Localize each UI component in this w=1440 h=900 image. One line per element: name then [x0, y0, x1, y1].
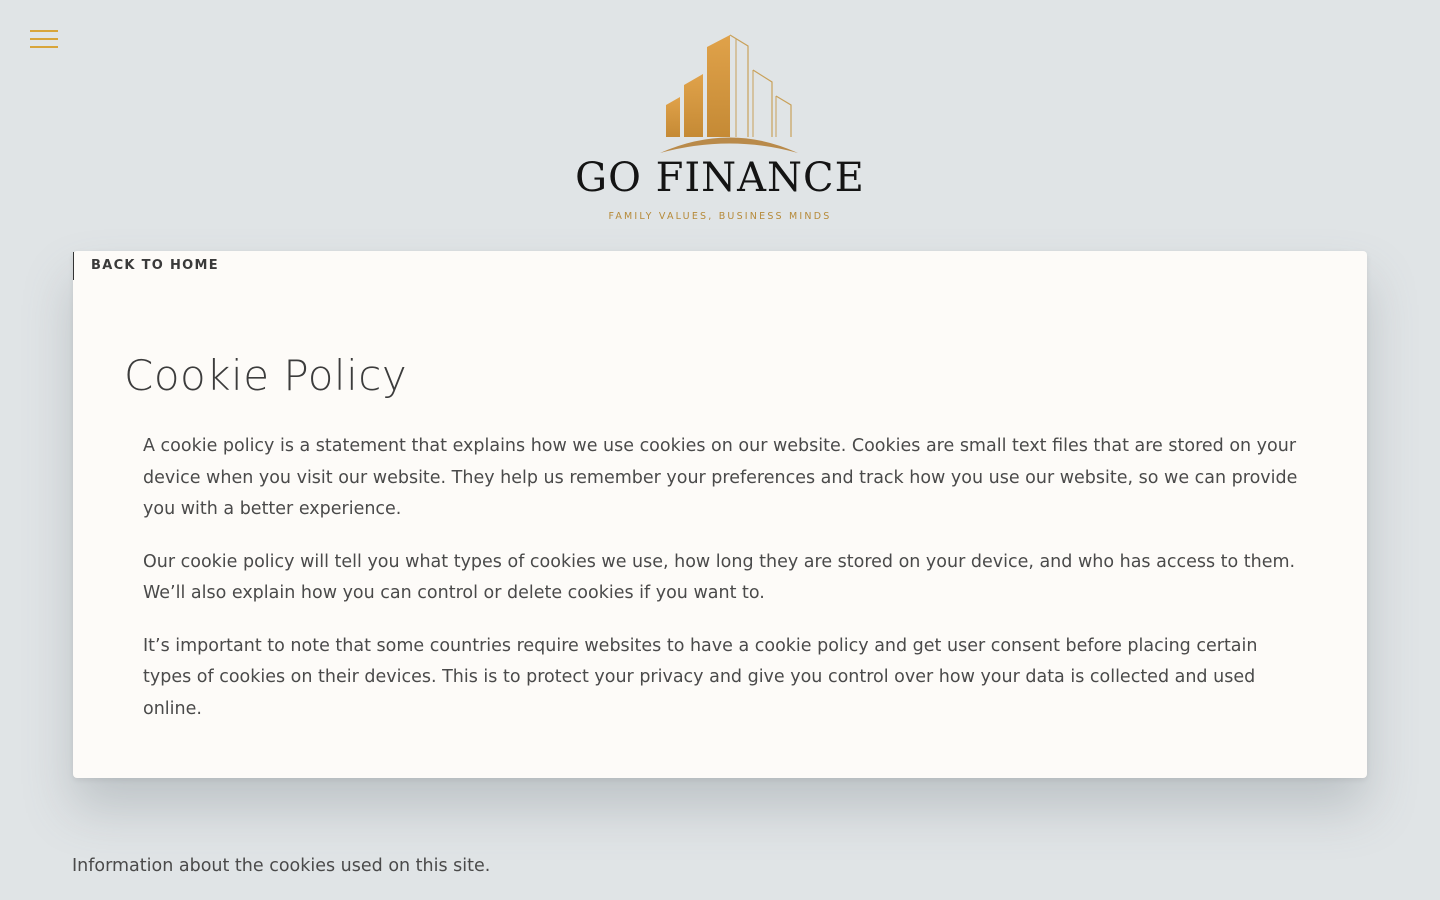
- menu-line: [30, 30, 58, 32]
- brand-logo[interactable]: [560, 30, 880, 230]
- policy-paragraph: Our cookie policy will tell you what types of cookies we use, how long they are stored on your device, and who has access to them. We’ll also explain how you can control or delete cookies if you want to.: [143, 551, 1296, 603]
- buildings-logo-icon: [560, 30, 880, 160]
- policy-paragraph: A cookie policy is a statement that explains how we use cookies on our website. Cookies are small text files that are stored on your device when you visit our website. They help us remember your preferences and track how you use our website, so we can provide you with a better experience.: [143, 436, 1298, 519]
- brand-name: GO FINANCE: [575, 155, 865, 201]
- footer-note: Information about the cookies used on this site.: [72, 856, 491, 876]
- hamburger-menu-icon[interactable]: [30, 28, 60, 50]
- content-card: [73, 251, 1367, 778]
- back-to-home-link[interactable]: BACK TO HOME: [73, 252, 219, 280]
- brand-tagline: FAMILY VALUES, BUSINESS MINDS: [608, 211, 832, 222]
- menu-line: [30, 38, 58, 40]
- page-title: Cookie Policy: [124, 351, 408, 400]
- policy-paragraph: It’s important to note that some countries require websites to have a cookie policy and get user consent before placing certain types of cookies on their devices. This is to protect your privacy and give you control over how your data is collected and used online.: [143, 635, 1258, 719]
- menu-line: [30, 46, 58, 48]
- policy-text: [143, 431, 1308, 746]
